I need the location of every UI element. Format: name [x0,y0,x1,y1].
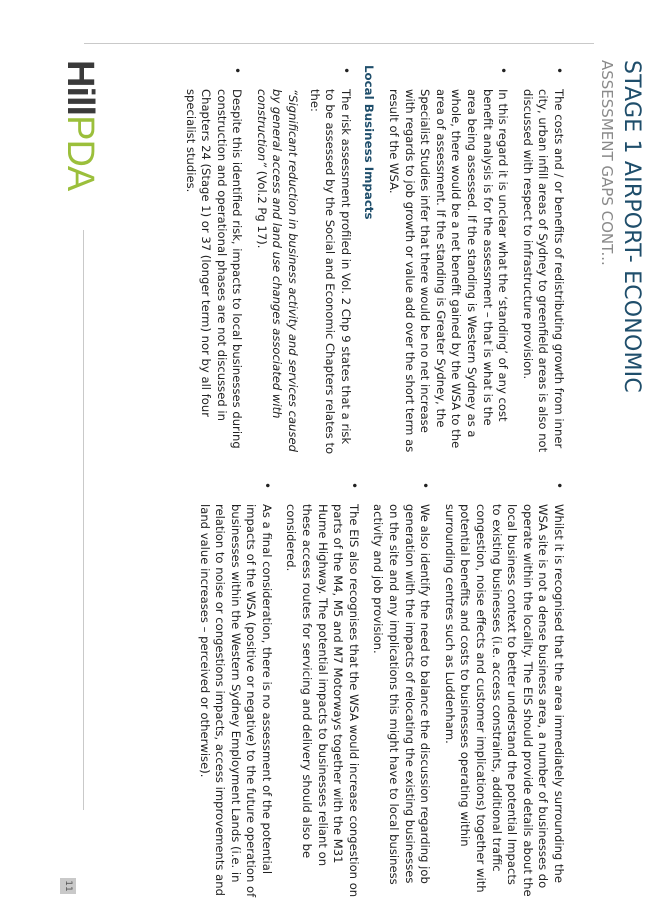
left-column [173,65,566,455]
hillpda-logo [60,60,100,190]
list-item [283,480,361,900]
list-item [182,65,244,455]
page-subtitle: ASSESSMENT GAPS CONT... [598,60,616,266]
quote-citation: (Vol.2 Pg 17). [254,167,269,249]
paragraph-text: We also identify the need to balance the discussion regarding job generation with the impacts of relocating the existing businesses on the site and any implications this might have to local business activity and job provision. [371,504,433,885]
list-item [196,480,274,900]
list-item [385,65,510,455]
paragraph-text: The EIS also recognises that the WSA would increase congestion on parts of the M4, M5 and M7 Motorways together with the M31 Hume Highway. The potential impacts to businesses reliant on these access routes for servicing and delivery should also be considered. [284,504,361,898]
section-heading: Local Business Impacts [362,65,377,220]
bullet-icon: • [230,67,245,75]
paragraph-text: The risk assessment profiled in Vol. 2 Chp 9 states that a risk to be assessed by the Social and Economic Chapters relates to the: [307,89,353,455]
bullet-icon: • [346,482,361,490]
page-number: 11 [60,878,76,894]
quote-block [253,89,300,455]
logo-text-pda: PDA [59,115,101,191]
bullet-icon: • [338,67,353,75]
frame-line-bottom [83,230,84,810]
list-item [253,65,353,455]
paragraph-text: In this regard it is unclear what the ‘standing’ of any cost benefit analysis is for the assessment – that is what is the area being assessed. If the standing is Western Sydney as a whole, there would be a net benefit gained by the WSA to the area of assessment. If the standing is Greater Sydney, the Specialist Studies infer that there would be no net increase with regards to job growth or value add over the short term as result of the WSA. [387,89,511,453]
bullet-icon: • [496,67,511,75]
logo-text-hill: Hill [59,60,101,116]
bullet-icon: • [418,482,433,490]
right-column [187,480,566,900]
paragraph-text: Whilst it is recognised that the area immediately surrounding the WSA site is not a dense business area, a number of businesses do operate within the locality. The EIS should provide details about the local business context to better understand the potential Impacts to existing businesses (i.e. access constraints, additional traffic congestion, noise effects and customer implications) together with potential benefits and costs to businesses operating within surrounding centres such as Luddenham. [442,504,566,897]
paragraph-text: As a final consideration, there is no assessment of the potential impacts of the WSA (positive or negative) to the future operation of businesses within the Western Sydney Employment Lands (i.e. in relation to noise or congestions impacts, access improvements and land value increases – perceived or otherwise). [197,504,274,898]
quote-text: “Significant reduction in business activity and services caused by general access and land use changes associated with construction” [254,89,301,452]
bullet-icon: • [552,482,566,490]
list-item [441,480,566,900]
paragraph-text: The costs and / or benefits of redistributing growth from inner city, urban infill areas of Sydney to greenfield areas is also not discussed with respect to infrastructure provision. [520,89,566,453]
paragraph-text: Despite this identified risk, impacts to local businesses during construction and operational phases are not discussed in Chapters 24 (Stage 1) or 37 (longer term) nor by all four specialist studies. [183,89,245,449]
page-title: STAGE 1 AIRPORT- ECONOMIC [619,60,644,393]
bullet-icon: • [259,482,274,490]
bullet-icon: • [552,67,566,75]
frame-line-left [84,43,594,44]
list-item [370,480,432,900]
list-item [519,65,566,455]
